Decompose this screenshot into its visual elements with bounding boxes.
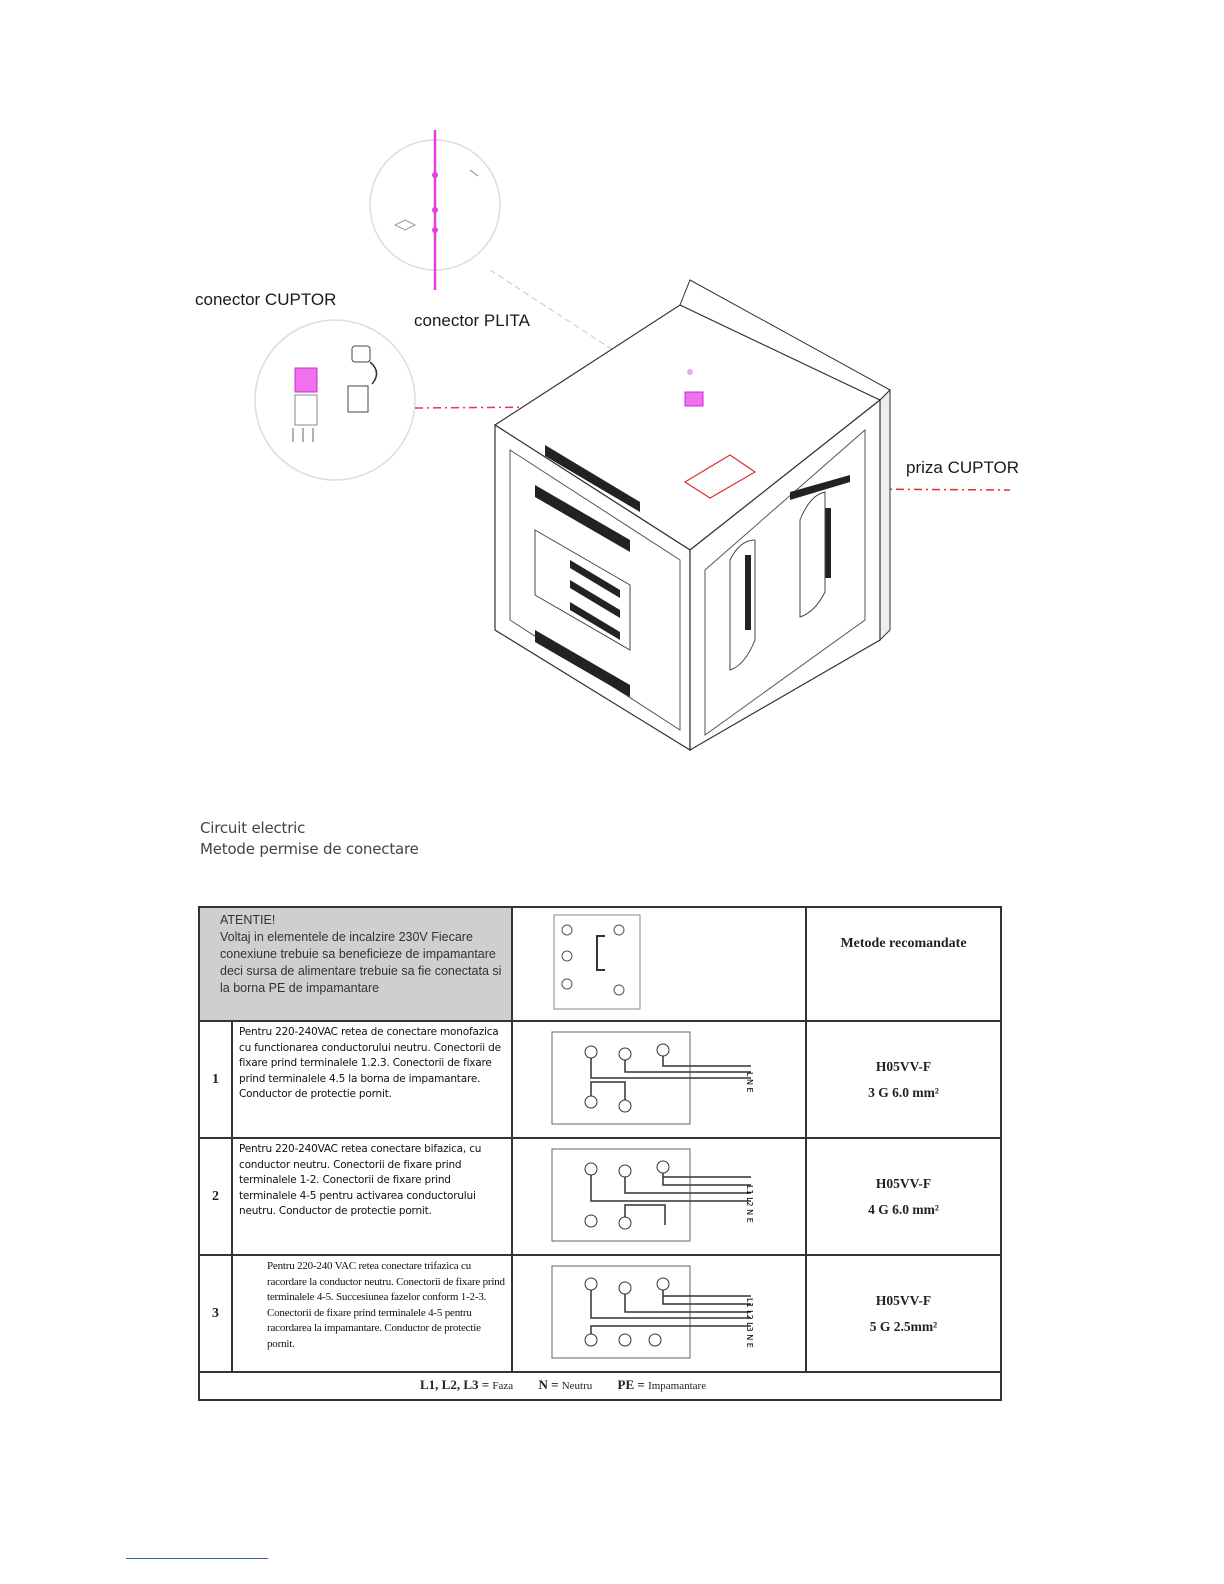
warning-cell	[199, 907, 512, 1021]
cable-type: H05VV-F	[875, 1292, 932, 1308]
legend-row	[199, 1372, 1001, 1400]
wiring-diagram-cell	[512, 1138, 806, 1255]
table-row	[199, 1021, 1001, 1138]
legend-neutral: N = Neutru	[538, 1377, 593, 1392]
wire-labels: L N E	[745, 1072, 755, 1093]
connector-detail-circle	[255, 320, 415, 480]
oven-connection-figure	[190, 110, 1040, 770]
wiring-diagram-icon	[551, 1262, 761, 1362]
warning-text: Voltaj in elementele de incalzire 230V Fiecare conexiune trebuie sa beneficieze de impamantare deci sursa de alimentare trebuie sa fie conectata si la borna PE de impamantare	[220, 930, 502, 995]
table-row	[199, 1255, 1001, 1372]
connection-methods-table	[198, 906, 1002, 1401]
wiring-diagram-cell	[512, 1021, 806, 1138]
hob-connector-plug	[352, 346, 370, 362]
oven-drawing	[190, 110, 1040, 770]
oven-connector-part	[295, 368, 317, 392]
footnote-separator	[126, 1558, 268, 1559]
table-row	[199, 1138, 1001, 1255]
wiring-diagram-icon	[551, 1028, 761, 1128]
wiring-diagram-icon	[551, 1145, 761, 1245]
cable-spec-cell	[806, 1138, 1001, 1255]
row-number: 1	[199, 1021, 232, 1138]
legend-cell	[199, 1372, 1001, 1400]
row-description: Pentru 220-240VAC retea de conectare monofazica cu functionarea conductorului neutru. Conectorii de fixare prind terminalele 1.2.3. Conectorii de fixare prind terminalele 4.5 la borna de impamantare. Conductor de protectie pornit.	[232, 1021, 512, 1138]
row-number: 3	[199, 1255, 232, 1372]
warning-title: ATENTIE!	[220, 913, 276, 927]
row-description: Pentru 220-240VAC retea conectare bifazica, cu conductor neutru. Conectorii de fixare prind terminalele 1-2. Conectorii de fixare prind terminalele 4-5 pentru activarea conductorului neutru. Conductor de protectie pornit.	[232, 1138, 512, 1255]
cable-size: 4 G 6.0 mm²	[868, 1201, 939, 1217]
table-header-row	[199, 907, 1001, 1021]
row-description: Pentru 220-240 VAC retea conectare trifazica cu racordare la conductor neutru. Conectorii de fixare prind terminalele 4-5. Succesiunea fazelor conform 1-2-3. Conectorii de fixare prind terminalele 4-5 pentru racordarea la impamantare. Conductor de protectie pornit.	[232, 1255, 512, 1372]
section-caption	[200, 818, 419, 860]
recommended-header: Metode recomandate	[806, 907, 1001, 1021]
terminal-block-cell	[512, 907, 806, 1021]
cable-spec-cell	[806, 1255, 1001, 1372]
wiring-diagram-cell	[512, 1255, 806, 1372]
callout-oven-connector: conector CUPTOR	[195, 290, 337, 309]
wire-labels: L1 L2 N E	[745, 1185, 755, 1223]
caption-title: Circuit electric	[200, 819, 306, 837]
cable-size: 3 G 6.0 mm²	[868, 1084, 939, 1100]
terminal-block-icon	[553, 914, 641, 1010]
callout-hob-connector: conector PLITA	[414, 311, 530, 330]
row-number: 2	[199, 1138, 232, 1255]
top-connector-mark	[685, 392, 703, 406]
cable-type: H05VV-F	[875, 1058, 932, 1074]
caption-subtitle: Metode permise de conectare	[200, 840, 419, 858]
cable-type: H05VV-F	[875, 1175, 932, 1191]
wire-labels: L1 L2 L3 N E	[745, 1298, 755, 1348]
cable-size: 5 G 2.5mm²	[869, 1318, 938, 1334]
cable-spec-cell	[806, 1021, 1001, 1138]
hob-connector-part	[348, 386, 368, 412]
legend-phase: L1, L2, L3 = Faza	[420, 1377, 514, 1392]
legend-earth: PE = Impamantare	[617, 1377, 707, 1392]
callout-oven-socket: priza CUPTOR	[906, 458, 1020, 477]
